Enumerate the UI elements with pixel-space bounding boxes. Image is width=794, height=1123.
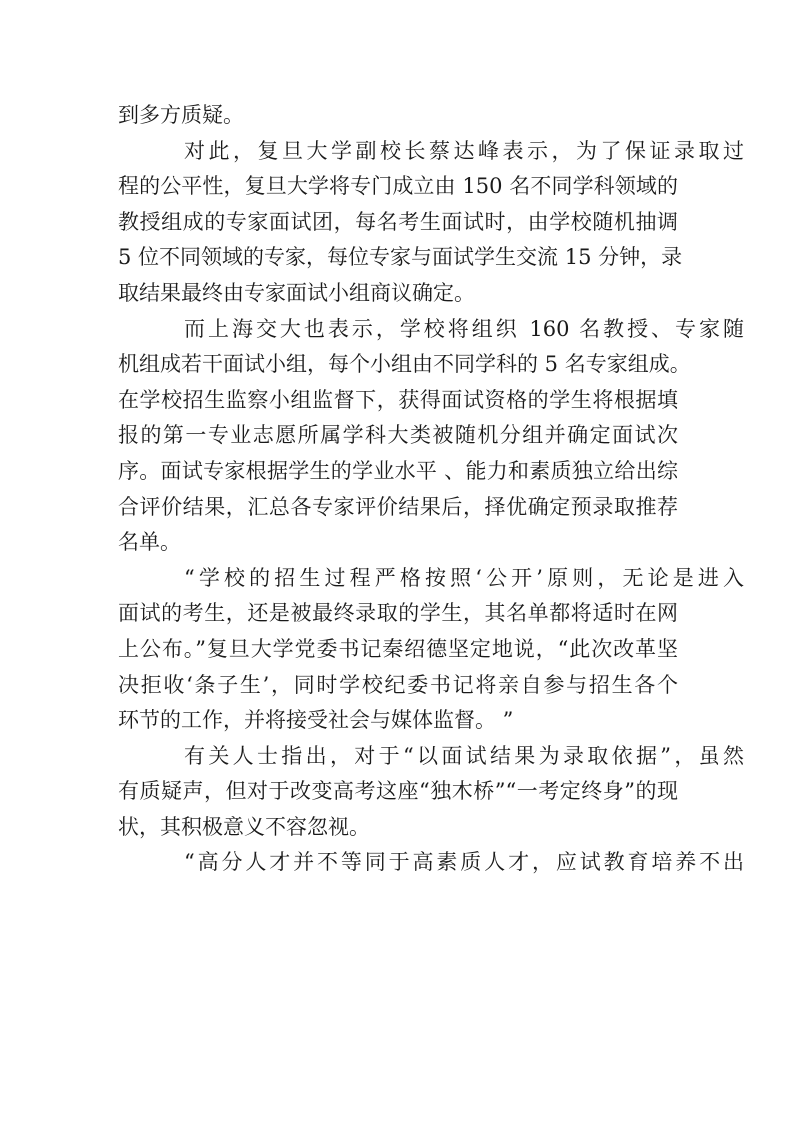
paragraph-line: 名单。 <box>118 530 181 555</box>
paragraph-line: 程的公平性，复旦大学将专门成立由 150 名不同学科领域的 <box>118 174 678 199</box>
paragraph-line: 机组成若干面试小组，每个小组由不同学科的 5 名专家组成。 <box>118 352 691 377</box>
paragraph-start-line: 有关人士指出，对于“以面试结果为录取依据”，虽然 <box>184 743 744 768</box>
paragraph-line: 取结果最终由专家面试小组商议确定。 <box>118 280 475 305</box>
paragraph-start-line: 对此，复旦大学副校长蔡达峰表示，为了保证录取过 <box>184 138 744 163</box>
paragraph-start-line: “高分人才并不等同于高素质人才，应试教育培养不出 <box>184 850 744 875</box>
paragraph-start-line: “学校的招生过程严格按照‘公开’原则，无论是进入 <box>184 565 744 590</box>
article-body <box>118 98 744 881</box>
paragraph-line: 环节的工作，并将接受社会与媒体监督。 ” <box>118 708 514 733</box>
paragraph-line: 状，其积极意义不容忽视。 <box>118 814 370 839</box>
paragraph-line: 决拒收‘条子生’，同时学校纪委书记将亲自参与招生各个 <box>118 672 678 697</box>
paragraph-line: 合评价结果，汇总各专家评价结果后，择优确定预录取推荐 <box>118 494 678 519</box>
paragraph-line: 有质疑声，但对于改变高考这座“独木桥”“一考定终身”的现 <box>118 779 678 804</box>
paragraph-line: 序。面试专家根据学生的学业水平 、能力和素质独立给出综 <box>118 458 678 483</box>
paragraph-start-line: 而上海交大也表示，学校将组织 160 名教授、专家随 <box>184 316 744 341</box>
paragraph-line: 上公布。”复旦大学党委书记秦绍德坚定地说，“此次改革坚 <box>118 636 678 661</box>
paragraph-line: 报的第一专业志愿所属学科大类被随机分组并确定面试次 <box>118 423 678 448</box>
paragraph-line: 5 位不同领域的专家，每位专家与面试学生交流 15 分钟，录 <box>118 245 683 270</box>
paragraph-line: 面试的考生，还是被最终录取的学生，其名单都将适时在网 <box>118 601 678 626</box>
paragraph-line: 教授组成的专家面试团，每名考生面试时，由学校随机抽调 <box>118 209 678 234</box>
paragraph-line: 到多方质疑。 <box>118 103 244 127</box>
paragraph-line: 在学校招生监察小组监督下，获得面试资格的学生将根据填 <box>118 387 678 412</box>
